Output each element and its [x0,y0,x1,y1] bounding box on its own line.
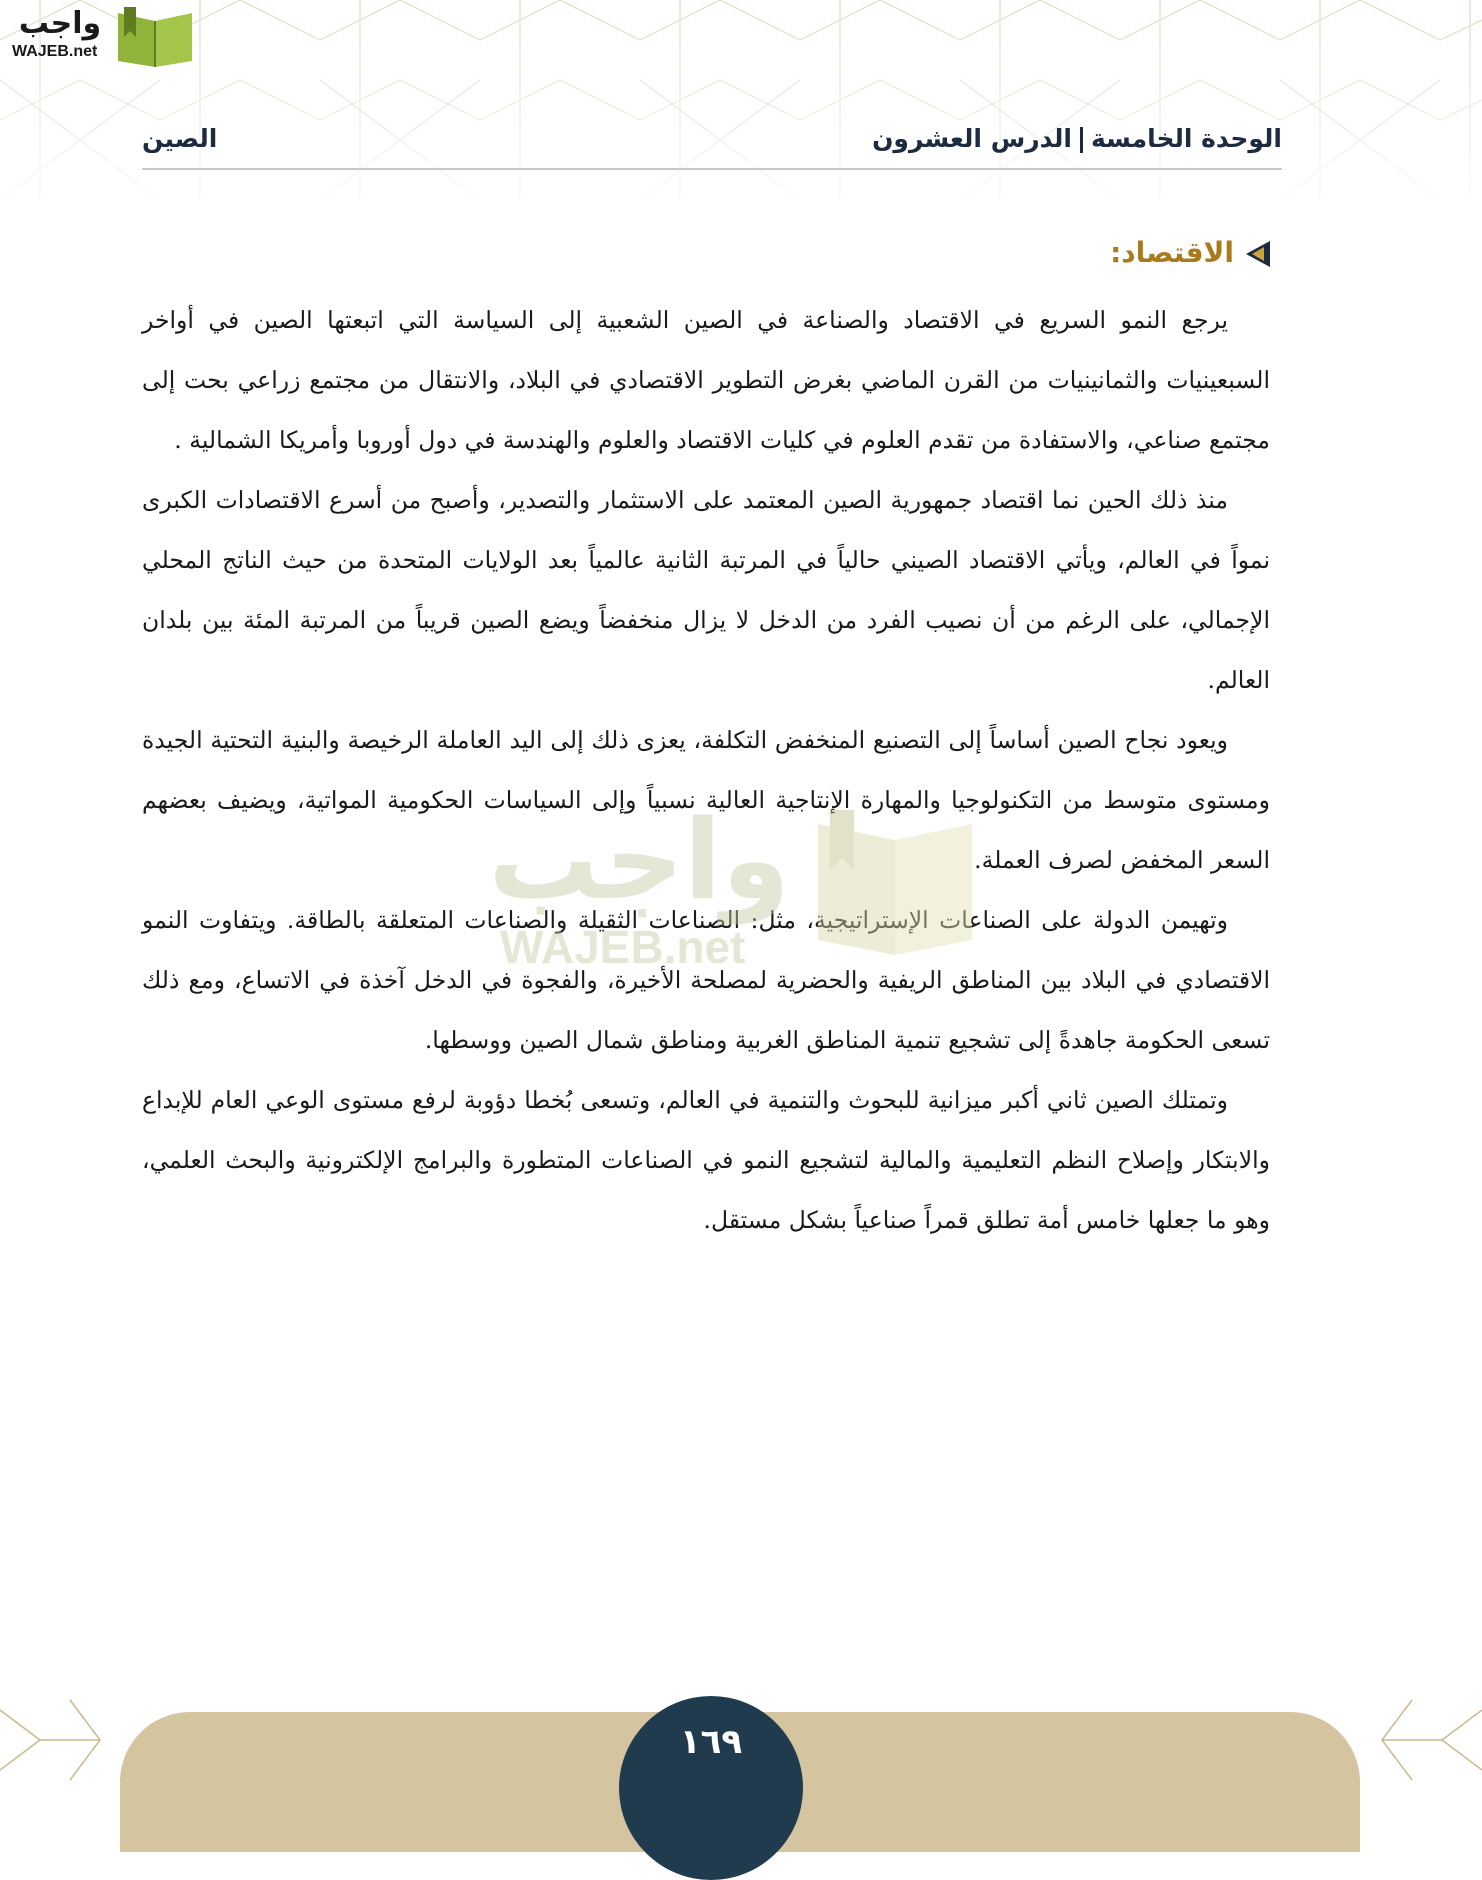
header-topic: الصين [142,124,218,153]
header-separator [1080,127,1083,153]
section-heading-text: الاقتصاد: [1110,236,1234,269]
page-header [142,118,1282,170]
watermark-arabic: واجب [488,796,790,924]
paragraph-3: ويعود نجاح الصين أساساً إلى التصنيع المنخفض التكلفة، يعزى ذلك إلى اليد العاملة الرخيصة والبنية التحتية الجيدة ومستوى متوسط من التكنولوجيا والمهارة الإنتاجية العالية نسبياً وإلى السياسات الحكومية المواتية، ويضيف بعضهم السعر المخفض لصرف العملة. [142,726,1270,874]
paragraph-4: وتهيمن الدولة على الصناعات الإستراتيجية، مثل: الصناعات الثقيلة والصناعات المتعلقة بالطاقة. ويتفاوت النمو الاقتصادي في البلاد بين المناطق الريفية والحضرية لمصلحة الأخيرة، والفجوة في الدخل آخذة في الاتساع، ومع ذلك تسعى الحكومة جاهدةً إلى تشجيع تنمية المناطق الغربية ومناطق شمال الصين ووسطها. [142,906,1270,1054]
header-lesson: الدرس العشرون [872,124,1072,153]
logo-latin-text: WAJEB.net [12,43,98,60]
main-content [142,290,1270,1250]
paragraph-5: وتمتلك الصين ثاني أكبر ميزانية للبحوث والتنمية في العالم، وتسعى بُخطا دؤوبة لرفع مستوى الوعي العام للإبداع والابتكار وإصلاح النظم التعليمية والمالية لتشجيع النمو في الصناعات المتطورة والبرامج الإلكترونية والبحث العلمي، وهو ما جعلها خامس أمة تطلق قمراً صناعياً بشكل مستقل. [142,1086,1270,1234]
watermark-latin: WAJEB.net [500,921,746,973]
header-unit-lesson [872,124,1282,153]
book-icon [114,7,196,69]
wajeb-logo[interactable] [10,5,190,67]
header-unit: الوحدة الخامسة [1091,124,1282,153]
decorative-pattern-top [0,0,1482,230]
section-heading [1110,236,1272,269]
heading-arrow-icon [1242,239,1272,269]
page-number: ١٦٩ [679,1722,743,1762]
paragraph-1: يرجع النمو السريع في الاقتصاد والصناعة في الصين الشعبية إلى السياسة التي اتبعتها الصين في أواخر السبعينيات والثمانينيات من القرن الماضي بغرض التطوير الاقتصادي في البلاد، والانتقال من مجتمع زراعي بحت إلى مجتمع صناعي، والاستفادة من تقدم العلوم في كليات الاقتصاد والعلوم والهندسة في دول أوروبا وأمريكا الشمالية . [142,306,1270,454]
logo-arabic-text: واجب [18,6,102,41]
paragraph-2: منذ ذلك الحين نما اقتصاد جمهورية الصين المعتمد على الاستثمار والتصدير، وأصبح من أسرع الاقتصادات الكبرى نمواً في العالم، ويأتي الاقتصاد الصيني حالياً في المرتبة الثانية عالمياً بعد الولايات المتحدة من حيث الناتج المحلي الإجمالي، على الرغم من أن نصيب الفرد من الدخل لا يزال منخفضاً ويضع الصين قريباً من المرتبة المئة بين بلدان العالم. [142,486,1270,694]
